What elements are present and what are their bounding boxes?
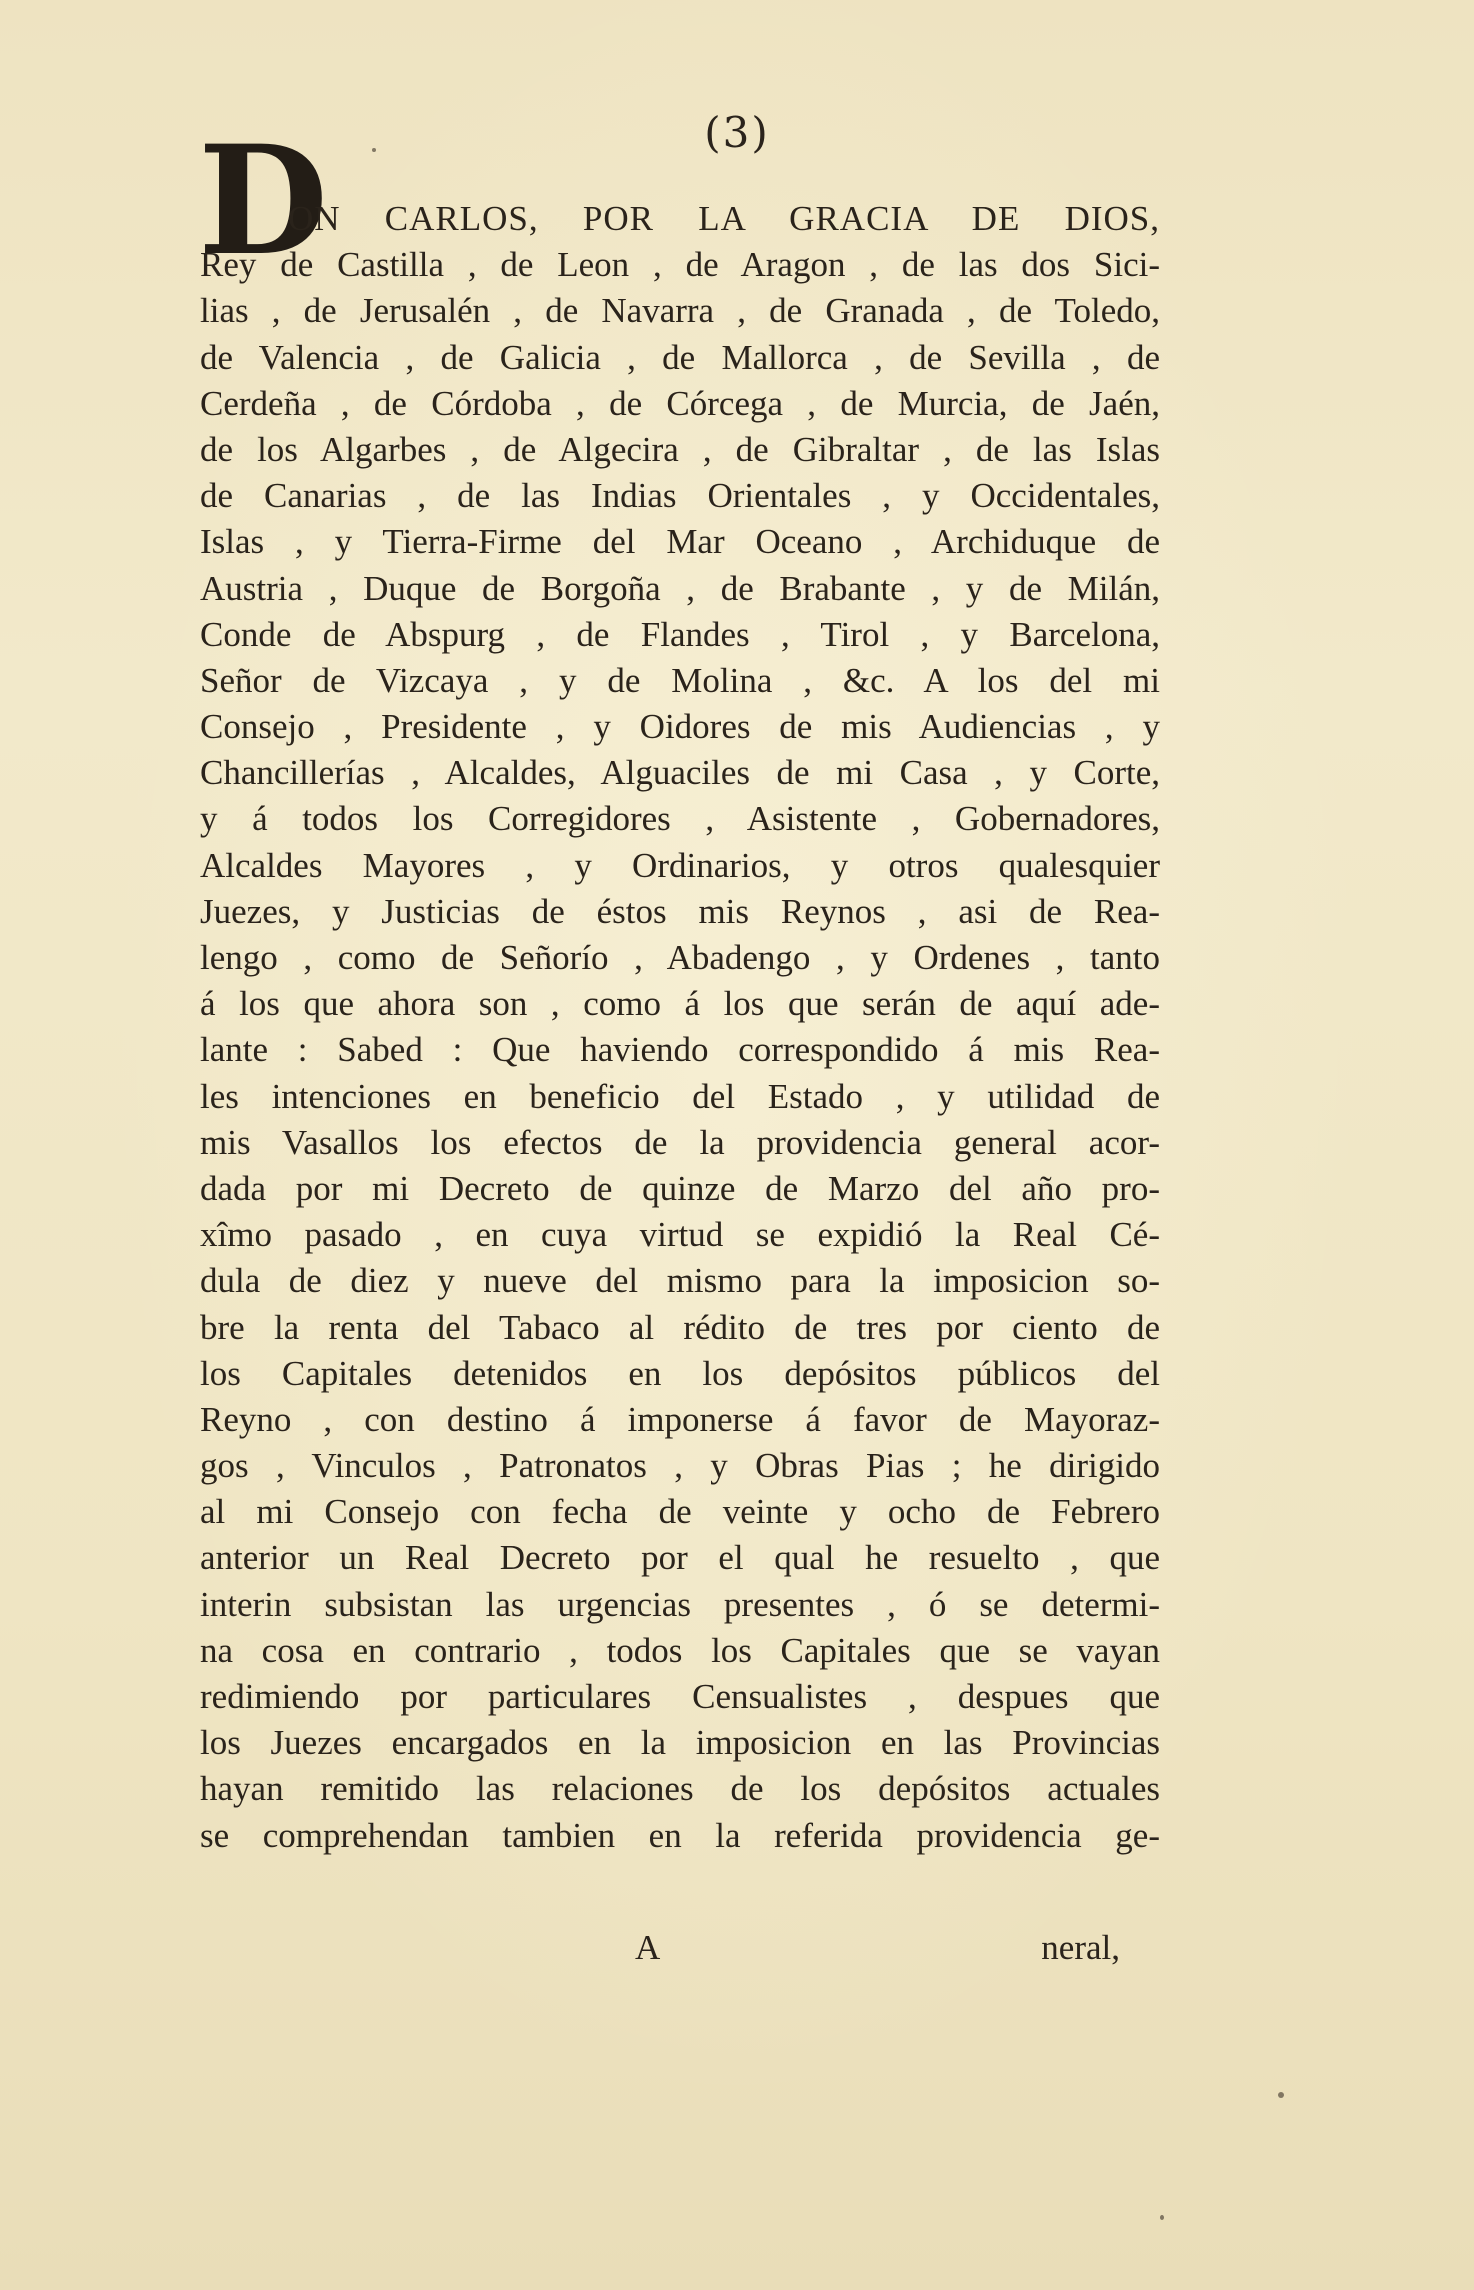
text-line: lias , de Jerusalén , de Navarra , de Granada , de Toledo, — [200, 291, 1160, 331]
text-line: Reyno , con destino á imponerse á favor de Mayoraz- — [200, 1399, 1160, 1439]
text-line: á los que ahora son , como á los que serán de aquí ade- — [200, 984, 1160, 1024]
text-line: anterior un Real Decreto por el qual he resuelto , que — [200, 1538, 1160, 1578]
text-line: xîmo pasado , en cuya virtud se expidió la Real Cé- — [200, 1215, 1160, 1255]
text-line: bre la renta del Tabaco al rédito de tres por ciento de — [200, 1307, 1160, 1347]
signature-mark: A — [635, 1928, 661, 1967]
text-line: al mi Consejo con fecha de veinte y ocho de Febrero — [200, 1492, 1160, 1532]
text-line: Chancillerías , Alcaldes, Alguaciles de mi Casa , y Corte, — [200, 753, 1160, 793]
text-line: los Capitales detenidos en los depósitos públicos del — [200, 1353, 1160, 1393]
text-line: gos , Vinculos , Patronatos , y Obras Pias ; he dirigido — [200, 1446, 1160, 1486]
body-text — [200, 190, 1160, 1859]
drop-cap-initial: D — [198, 113, 329, 289]
text-line: redimiendo por particulares Censualistes , despues que — [200, 1677, 1160, 1716]
text-line: lengo , como de Señorío , Abadengo , y Ordenes , tanto — [200, 938, 1160, 977]
text-line: interin subsistan las urgencias presentes , ó se determi- — [200, 1584, 1160, 1624]
text-line: Rey de Castilla , de Leon , de Aragon , de las dos Sici- — [200, 245, 1160, 285]
text-line: de los Algarbes , de Algecira , de Gibraltar , de las Islas — [200, 429, 1160, 469]
text-line: de Valencia , de Galicia , de Mallorca , de Sevilla , de — [200, 337, 1160, 377]
text-line: lante : Sabed : Que haviendo correspondido á mis Rea- — [200, 1030, 1160, 1070]
text-line: Islas , y Tierra-Firme del Mar Oceano , Archiduque de — [200, 522, 1160, 562]
catchword: neral, — [1041, 1928, 1120, 1967]
text-line: dula de diez y nueve del mismo para la imposicion so- — [200, 1261, 1160, 1301]
text-line: Alcaldes Mayores , y Ordinarios, y otros qualesquier — [200, 845, 1160, 885]
text-line: na cosa en contrario , todos los Capitales que se vayan — [200, 1630, 1160, 1670]
paper-speck — [1278, 2092, 1284, 2098]
text-line: y á todos los Corregidores , Asistente , Gobernadores, — [200, 799, 1160, 839]
text-line: Conde de Abspurg , de Flandes , Tirol , y Barcelona, — [200, 614, 1160, 654]
paper-speck — [1160, 2215, 1164, 2220]
text-line: los Juezes encargados en la imposicion en las Provincias — [200, 1723, 1160, 1763]
text-line: mis Vasallos los efectos de la providencia general acor- — [200, 1122, 1160, 1162]
text-line: les intenciones en beneficio del Estado , y utilidad de — [200, 1076, 1160, 1116]
text-line: dada por mi Decreto de quinze de Marzo del año pro- — [200, 1168, 1160, 1208]
page-number: (3) — [704, 108, 770, 157]
text-line: Cerdeña , de Córdoba , de Córcega , de Murcia, de Jaén, — [200, 383, 1160, 423]
text-line: Juezes, y Justicias de éstos mis Reynos , asi de Rea- — [200, 891, 1160, 931]
paper-speck — [372, 148, 376, 152]
text-line: Señor de Vizcaya , y de Molina , &c. A los del mi — [200, 660, 1160, 700]
text-line: Austria , Duque de Borgoña , de Brabante , y de Milán, — [200, 568, 1160, 608]
text-line: de Canarias , de las Indias Orientales , y Occidentales, — [200, 476, 1160, 516]
text-line: se comprehendan tambien en la referida providencia ge- — [200, 1815, 1160, 1855]
text-line: Consejo , Presidente , y Oidores de mis Audiencias , y — [200, 707, 1160, 747]
text-line: hayan remitido las relaciones de los depósitos actuales — [200, 1769, 1160, 1809]
text-line: ON CARLOS, POR LA GRACIA DE DIOS, — [288, 199, 1160, 238]
